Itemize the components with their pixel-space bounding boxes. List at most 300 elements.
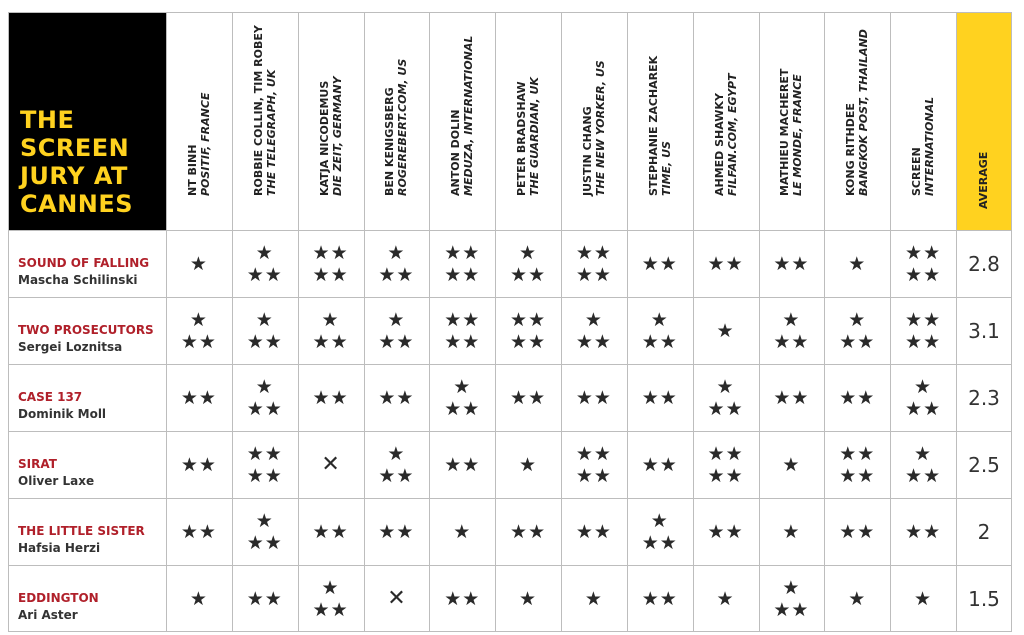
critic-publication: POSITIF, FRANCE	[198, 92, 212, 196]
rating-cell	[693, 364, 759, 431]
star-icon: ★	[387, 241, 406, 264]
star-icon: ★	[462, 330, 481, 353]
star-icon: ★	[773, 598, 792, 621]
rating-cell	[824, 297, 890, 364]
star-row	[247, 242, 283, 264]
title-line: CANNES	[20, 190, 134, 218]
star-rating	[247, 376, 283, 420]
rating-cell	[627, 230, 693, 297]
star-icon: ★	[641, 330, 660, 353]
star-icon: ★	[791, 598, 810, 621]
grid-line	[8, 431, 1012, 432]
star-icon: ★	[246, 397, 265, 420]
star-row	[914, 588, 932, 610]
star-row	[247, 510, 283, 532]
rating-cell	[429, 431, 495, 498]
star-icon: ★	[716, 319, 735, 342]
star-icon: ★	[378, 263, 397, 286]
star-row	[313, 387, 349, 409]
star-row	[642, 331, 678, 353]
average-header-text	[977, 152, 990, 209]
star-row	[444, 588, 480, 610]
rating-cell	[627, 565, 693, 632]
rating-cell	[232, 565, 298, 632]
star-row	[773, 331, 809, 353]
star-rating	[313, 521, 349, 543]
critic-header	[298, 12, 364, 230]
critic-name: PETER BRADSHAW	[515, 81, 529, 196]
star-rating	[444, 588, 480, 610]
star-icon: ★	[782, 453, 801, 476]
rating-cell	[890, 297, 956, 364]
star-icon: ★	[839, 520, 858, 543]
star-icon: ★	[264, 330, 283, 353]
star-icon: ★	[198, 330, 217, 353]
star-row	[313, 577, 349, 599]
rating-cell	[298, 297, 364, 364]
star-row	[717, 588, 735, 610]
rating-cell	[693, 297, 759, 364]
star-icon: ★	[791, 330, 810, 353]
star-icon: ★	[528, 520, 547, 543]
film-title: SIRAT	[18, 457, 57, 471]
rating-cell	[890, 565, 956, 632]
film-title: CASE 137	[18, 390, 83, 404]
star-icon: ★	[914, 375, 933, 398]
rating-cell	[232, 431, 298, 498]
star-icon: ★	[321, 576, 340, 599]
grid-line	[8, 631, 1012, 632]
star-icon: ★	[905, 520, 924, 543]
star-icon: ★	[519, 241, 538, 264]
star-row	[905, 376, 941, 398]
star-icon: ★	[528, 330, 547, 353]
critic-name: ANTON DOLIN	[449, 109, 463, 196]
star-rating	[313, 309, 349, 353]
star-rating	[717, 320, 735, 342]
grid-line	[8, 297, 1012, 298]
critic-header-text	[515, 77, 541, 196]
star-icon: ★	[659, 531, 678, 554]
grid-line	[693, 12, 694, 632]
star-row	[905, 264, 941, 286]
star-rating	[378, 387, 414, 409]
star-icon: ★	[923, 330, 942, 353]
star-icon: ★	[659, 330, 678, 353]
star-icon: ★	[791, 386, 810, 409]
star-row	[444, 309, 480, 331]
film-director: Oliver Laxe	[18, 474, 95, 488]
critic-header	[429, 12, 495, 230]
star-row	[576, 331, 612, 353]
star-rating	[773, 309, 809, 353]
rating-cell	[166, 431, 232, 498]
star-row	[642, 588, 678, 610]
star-rating	[378, 443, 414, 487]
star-rating	[313, 577, 349, 621]
title-line: JURY AT	[20, 162, 128, 190]
star-row	[378, 443, 414, 465]
star-icon: ★	[923, 308, 942, 331]
star-row	[510, 264, 546, 286]
star-icon: ★	[650, 509, 669, 532]
critic-header-text	[910, 97, 936, 196]
rating-cell	[298, 431, 364, 498]
star-row	[839, 521, 875, 543]
star-row	[773, 309, 809, 331]
film-title: EDDINGTON	[18, 591, 99, 605]
star-icon: ★	[246, 587, 265, 610]
star-icon: ★	[584, 308, 603, 331]
star-icon: ★	[575, 386, 594, 409]
star-icon: ★	[444, 453, 463, 476]
star-rating	[585, 588, 603, 610]
star-icon: ★	[198, 520, 217, 543]
star-icon: ★	[453, 375, 472, 398]
rating-cell	[495, 230, 561, 297]
star-row	[773, 253, 809, 275]
star-rating	[247, 510, 283, 554]
star-rating	[444, 376, 480, 420]
star-rating	[576, 242, 612, 286]
star-icon: ★	[575, 330, 594, 353]
star-icon: ★	[905, 308, 924, 331]
rating-cell	[759, 230, 825, 297]
star-rating	[708, 521, 744, 543]
star-icon: ★	[575, 241, 594, 264]
star-icon: ★	[312, 241, 331, 264]
star-icon: ★	[378, 464, 397, 487]
star-row	[717, 320, 735, 342]
star-row	[642, 253, 678, 275]
star-rating	[905, 521, 941, 543]
star-icon: ★	[782, 520, 801, 543]
star-icon: ★	[462, 587, 481, 610]
star-rating	[181, 521, 217, 543]
star-icon: ★	[510, 308, 529, 331]
star-rating	[848, 253, 866, 275]
star-row	[378, 264, 414, 286]
star-row	[378, 521, 414, 543]
star-icon: ★	[396, 330, 415, 353]
star-icon: ★	[462, 453, 481, 476]
star-row	[905, 309, 941, 331]
star-rating	[181, 309, 217, 353]
star-rating	[642, 253, 678, 275]
critic-header-text	[449, 36, 475, 196]
critic-header	[824, 12, 890, 230]
star-icon: ★	[905, 241, 924, 264]
star-row	[642, 387, 678, 409]
star-icon: ★	[246, 464, 265, 487]
star-row	[576, 309, 612, 331]
grid-line	[759, 12, 760, 632]
star-icon: ★	[378, 386, 397, 409]
critic-name: KONG RITHDEE	[844, 103, 858, 196]
star-row	[247, 465, 283, 487]
star-icon: ★	[923, 520, 942, 543]
critic-header	[166, 12, 232, 230]
star-icon: ★	[510, 263, 529, 286]
star-icon: ★	[839, 386, 858, 409]
rating-cell	[890, 364, 956, 431]
rating-cell	[364, 230, 430, 297]
critic-publication: MEDUZA, INTERNATIONAL	[462, 35, 476, 196]
star-icon: ★	[330, 241, 349, 264]
star-icon: ★	[641, 587, 660, 610]
star-row	[510, 242, 546, 264]
star-row	[247, 264, 283, 286]
film-director: Hafsia Herzi	[18, 541, 101, 555]
star-icon: ★	[264, 263, 283, 286]
star-icon: ★	[180, 330, 199, 353]
rating-cell	[166, 498, 232, 565]
rating-cell	[495, 498, 561, 565]
star-icon: ★	[321, 308, 340, 331]
critic-name: JUSTIN CHANG	[580, 106, 594, 196]
star-icon: ★	[255, 509, 274, 532]
rating-cell	[759, 498, 825, 565]
star-icon: ★	[923, 464, 942, 487]
star-rating	[839, 521, 875, 543]
rating-cell	[561, 431, 627, 498]
grid-line	[495, 12, 496, 632]
star-icon: ★	[848, 587, 867, 610]
critic-publication: TIME, US	[659, 141, 673, 196]
star-row	[378, 465, 414, 487]
star-icon: ★	[716, 375, 735, 398]
star-icon: ★	[519, 453, 538, 476]
star-icon: ★	[914, 587, 933, 610]
star-icon: ★	[246, 531, 265, 554]
star-row	[576, 242, 612, 264]
critic-header-text	[186, 93, 212, 196]
star-icon: ★	[312, 330, 331, 353]
star-rating	[848, 588, 866, 610]
star-row	[313, 264, 349, 286]
average-value: 1.5	[968, 586, 1000, 611]
average-value: 2	[977, 519, 991, 544]
grid-line	[298, 12, 299, 632]
star-icon: ★	[707, 464, 726, 487]
star-row	[313, 309, 349, 331]
rating-cell	[429, 364, 495, 431]
star-row	[708, 253, 744, 275]
star-icon: ★	[462, 263, 481, 286]
grid-line	[429, 12, 430, 632]
star-icon: ★	[396, 386, 415, 409]
star-icon: ★	[905, 330, 924, 353]
star-row	[190, 253, 208, 275]
star-icon: ★	[264, 464, 283, 487]
star-icon: ★	[773, 252, 792, 275]
star-icon: ★	[387, 308, 406, 331]
critic-publication: THE GUARDIAN, UK	[528, 77, 542, 196]
star-rating	[642, 309, 678, 353]
star-icon: ★	[312, 520, 331, 543]
star-rating	[905, 443, 941, 487]
average-label: AVERAGE	[977, 151, 990, 209]
star-row	[708, 398, 744, 420]
star-row	[444, 454, 480, 476]
rating-cell	[561, 565, 627, 632]
star-rating	[519, 588, 537, 610]
star-icon: ★	[510, 386, 529, 409]
star-rating	[708, 376, 744, 420]
critic-publication: BANGKOK POST, THAILAND	[857, 29, 871, 196]
star-row	[839, 331, 875, 353]
star-icon: ★	[444, 263, 463, 286]
star-icon: ★	[264, 531, 283, 554]
star-rating	[782, 454, 800, 476]
rating-cell	[824, 565, 890, 632]
star-row	[642, 454, 678, 476]
critic-publication: ROGEREBERT.COM, US	[396, 58, 410, 196]
rating-cell	[364, 297, 430, 364]
grid-line	[364, 12, 365, 632]
title-line: SCREEN	[20, 134, 130, 162]
star-row	[839, 387, 875, 409]
star-icon: ★	[255, 241, 274, 264]
star-row	[313, 242, 349, 264]
star-icon: ★	[905, 397, 924, 420]
critic-publication: THE TELEGRAPH, UK	[264, 69, 278, 196]
rating-cell	[824, 230, 890, 297]
star-icon: ★	[462, 241, 481, 264]
star-rating	[839, 309, 875, 353]
rating-cell	[693, 565, 759, 632]
critic-name: AHMED SHAWKY	[712, 93, 726, 196]
star-icon: ★	[725, 397, 744, 420]
film-title: THE LITTLE SISTER	[18, 524, 145, 538]
rating-cell	[759, 364, 825, 431]
cross-icon: ✕	[387, 586, 406, 611]
star-icon: ★	[264, 442, 283, 465]
star-rating	[444, 454, 480, 476]
critic-publication: INTERNATIONAL	[923, 96, 937, 196]
film-director: Sergei Loznitsa	[18, 340, 123, 354]
rating-cell	[166, 364, 232, 431]
rating-cell	[298, 230, 364, 297]
star-icon: ★	[857, 442, 876, 465]
rating-cell	[495, 565, 561, 632]
star-icon: ★	[659, 252, 678, 275]
star-icon: ★	[575, 442, 594, 465]
star-icon: ★	[725, 252, 744, 275]
star-row	[576, 387, 612, 409]
film-cell	[8, 297, 166, 364]
star-icon: ★	[378, 330, 397, 353]
star-rating	[378, 242, 414, 286]
star-icon: ★	[189, 252, 208, 275]
star-row	[576, 264, 612, 286]
rating-cell	[890, 230, 956, 297]
star-icon: ★	[264, 397, 283, 420]
rating-cell	[495, 431, 561, 498]
star-icon: ★	[246, 442, 265, 465]
star-icon: ★	[782, 576, 801, 599]
star-row	[313, 521, 349, 543]
rating-cell	[364, 498, 430, 565]
star-row	[510, 521, 546, 543]
rating-cell	[232, 230, 298, 297]
rating-cell	[364, 431, 430, 498]
star-row	[905, 331, 941, 353]
star-rating	[247, 309, 283, 353]
star-rating	[247, 242, 283, 286]
star-icon: ★	[528, 263, 547, 286]
critic-header	[627, 12, 693, 230]
star-icon: ★	[857, 386, 876, 409]
star-row	[905, 443, 941, 465]
star-icon: ★	[330, 386, 349, 409]
film-cell	[8, 431, 166, 498]
star-rating	[905, 376, 941, 420]
star-rating	[576, 309, 612, 353]
star-row	[510, 387, 546, 409]
rating-cell	[298, 565, 364, 632]
rating-cell	[561, 498, 627, 565]
star-icon: ★	[198, 386, 217, 409]
star-icon: ★	[246, 263, 265, 286]
critic-name: MATHIEU MACHERET	[778, 68, 792, 196]
star-icon: ★	[848, 308, 867, 331]
star-row	[585, 588, 603, 610]
critic-header-text	[647, 56, 673, 196]
star-row	[510, 309, 546, 331]
star-row	[708, 443, 744, 465]
star-row	[181, 454, 217, 476]
rating-cell	[166, 230, 232, 297]
rating-cell	[824, 498, 890, 565]
grid-line	[8, 12, 1012, 13]
star-row	[782, 454, 800, 476]
rating-cell	[759, 297, 825, 364]
average-value: 2.3	[968, 385, 1000, 410]
star-row	[444, 331, 480, 353]
star-rating	[642, 510, 678, 554]
star-icon: ★	[857, 520, 876, 543]
star-rating	[444, 242, 480, 286]
star-icon: ★	[593, 330, 612, 353]
star-rating	[181, 387, 217, 409]
star-icon: ★	[707, 442, 726, 465]
star-row	[247, 331, 283, 353]
star-row	[247, 532, 283, 554]
star-icon: ★	[387, 442, 406, 465]
star-row	[247, 376, 283, 398]
star-rating	[313, 387, 349, 409]
star-row	[708, 465, 744, 487]
title-line: THE	[20, 106, 75, 134]
critic-header	[561, 12, 627, 230]
star-row	[247, 309, 283, 331]
star-row	[773, 387, 809, 409]
star-icon: ★	[593, 241, 612, 264]
star-icon: ★	[905, 464, 924, 487]
star-icon: ★	[707, 252, 726, 275]
star-icon: ★	[264, 587, 283, 610]
star-rating	[773, 577, 809, 621]
star-icon: ★	[255, 308, 274, 331]
rating-cell	[627, 364, 693, 431]
star-row	[848, 253, 866, 275]
star-row	[247, 398, 283, 420]
grid-line	[627, 12, 628, 632]
rating-cell	[232, 297, 298, 364]
star-icon: ★	[725, 464, 744, 487]
grid-line	[232, 12, 233, 632]
